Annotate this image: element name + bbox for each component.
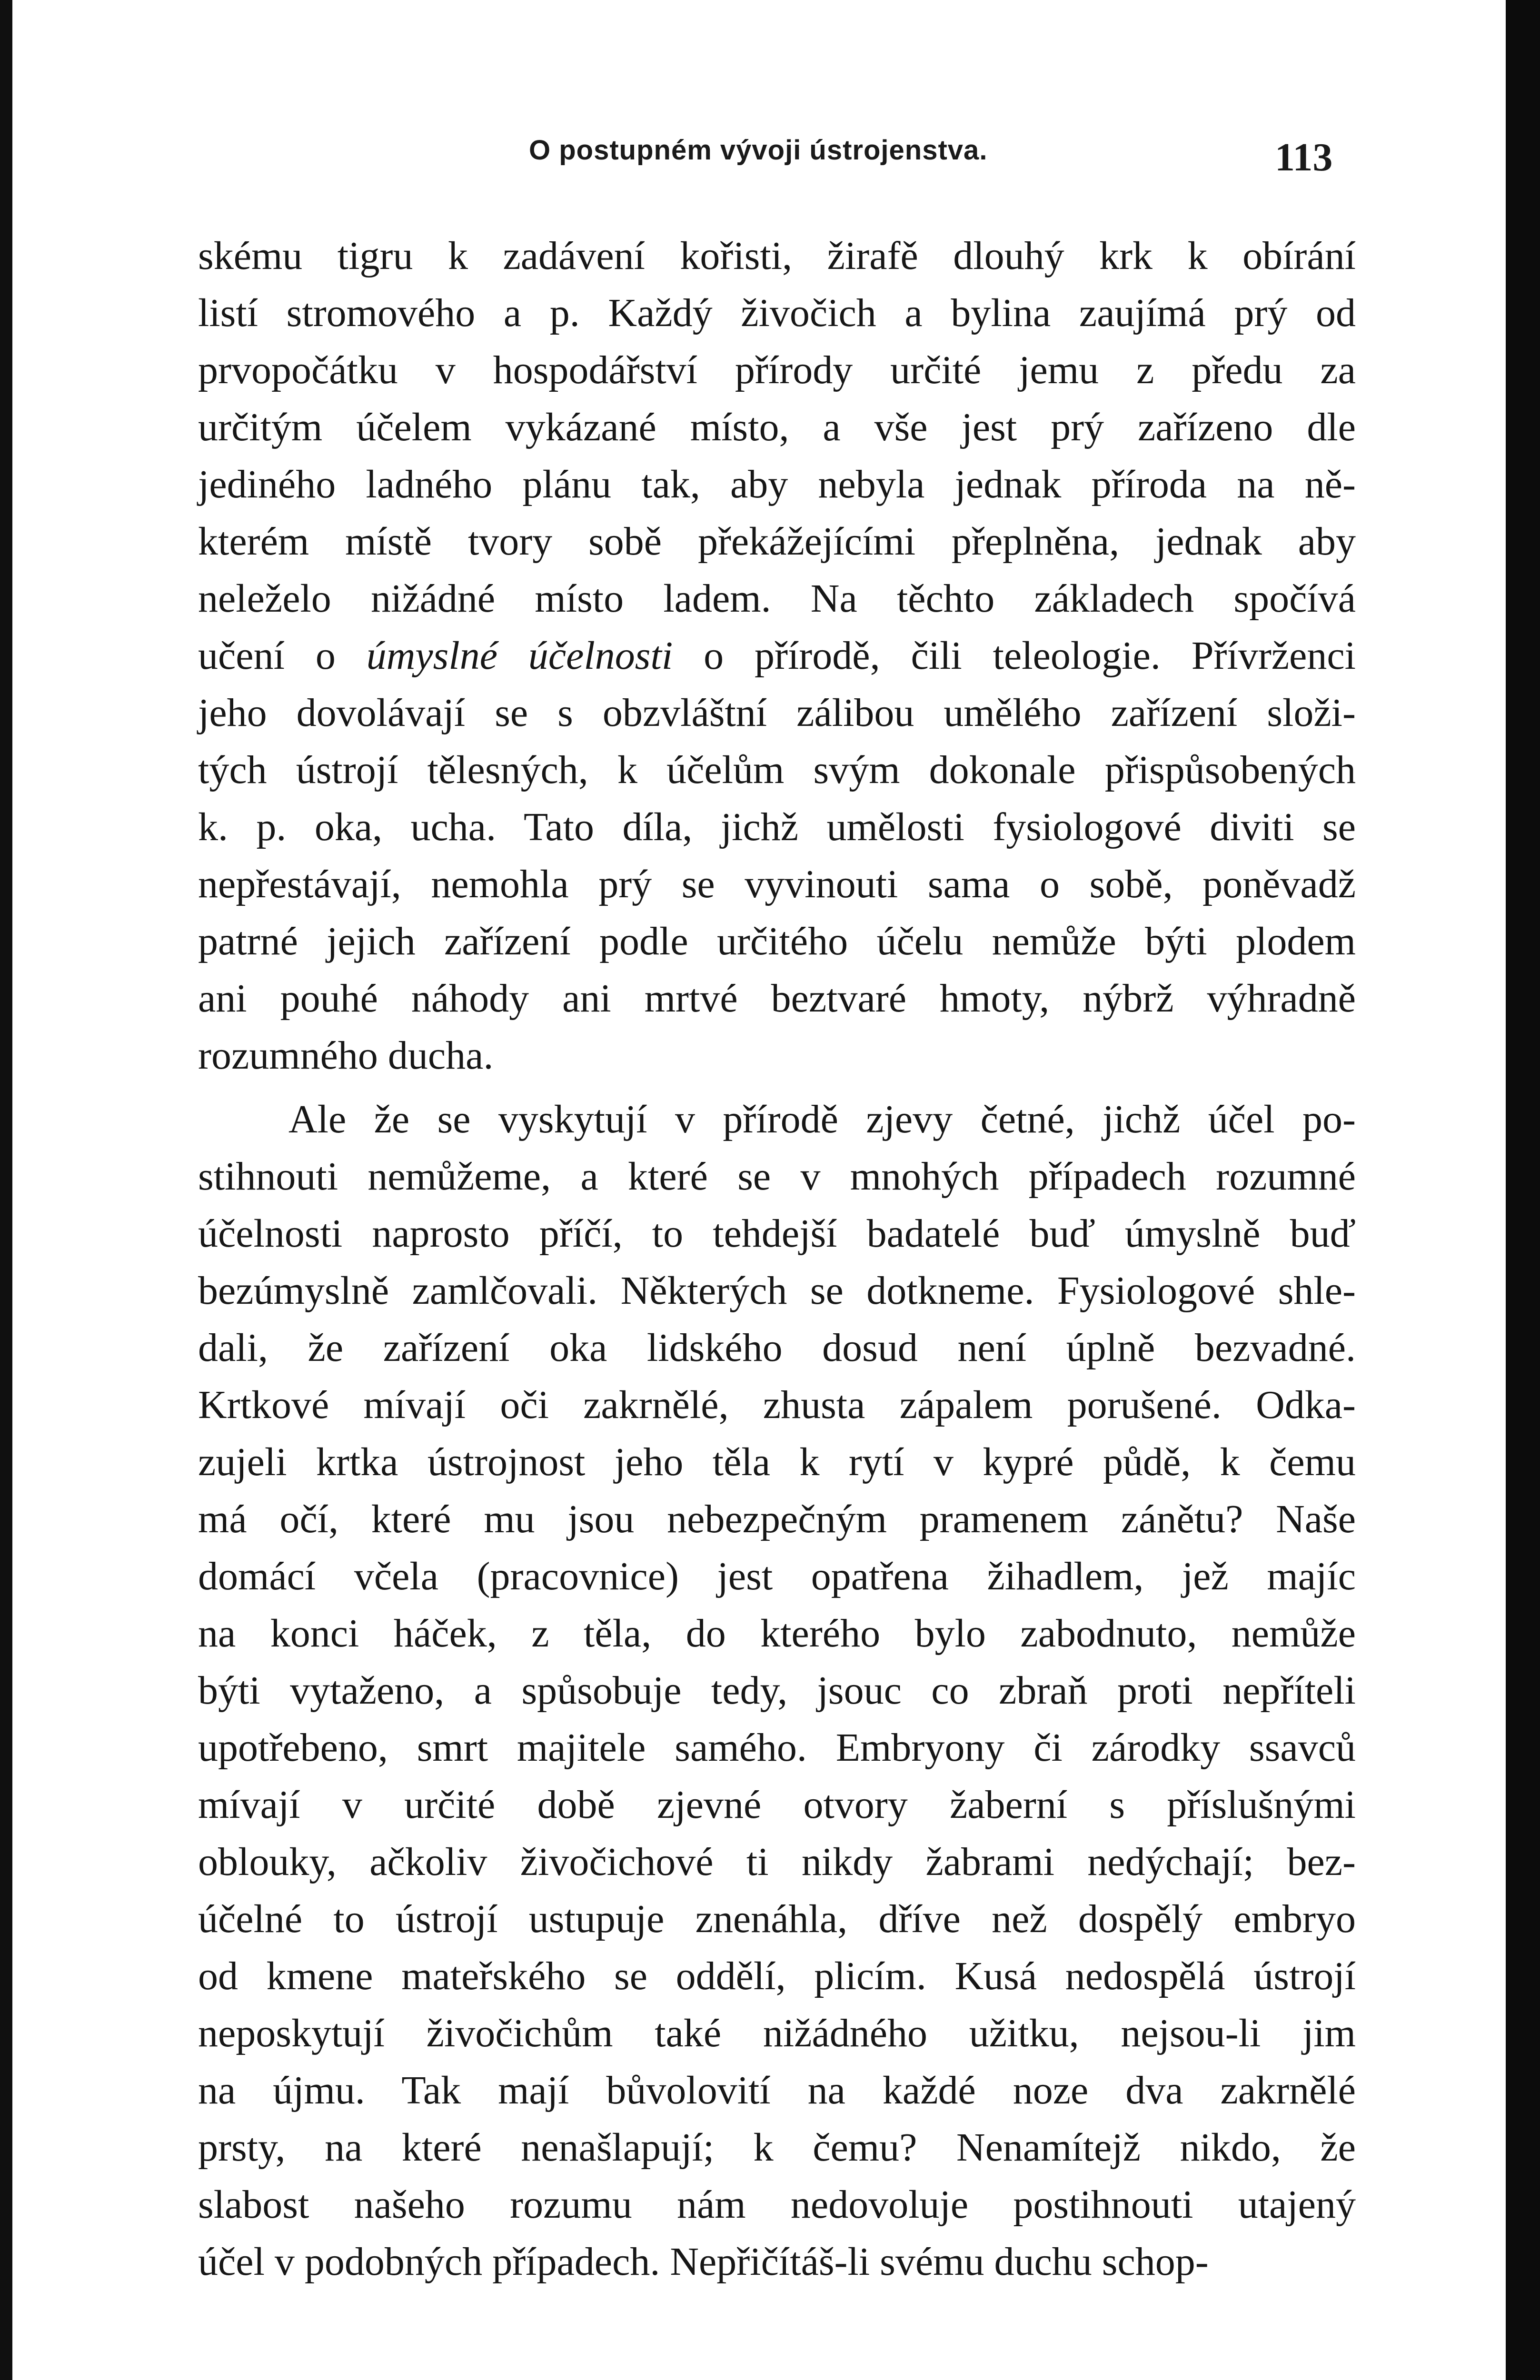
scan-edge-right xyxy=(1506,0,1540,2380)
text-line: dali, že zařízení oka lidského dosud není úplně bezvadné. xyxy=(198,1326,1356,1370)
text-line: neposkytují živočichům také nižádného užitku, nejsou-li jim xyxy=(198,2011,1356,2055)
text-line: určitým účelem vykázané místo, a vše jest prý zařízeno dle xyxy=(198,405,1356,449)
text-line: na újmu. Tak mají bůvolovití na každé noze dva zakrnělé xyxy=(198,2068,1356,2112)
text-line: má očí, které mu jsou nebezpečným pramenem zánětu? Naše xyxy=(198,1497,1356,1541)
text-line: listí stromového a p. Každý živočich a bylina zaujímá prý od xyxy=(198,291,1356,335)
text-run: o přírodě, čili teleologie. Přívrženci xyxy=(673,634,1356,678)
text-line: stihnouti nemůžeme, a které se v mnohých případech rozumné xyxy=(198,1154,1356,1199)
text-line: zujeli krtka ústrojnost jeho těla k rytí v kypré půdě, k čemu xyxy=(198,1440,1356,1484)
text-run: učení o xyxy=(198,634,367,678)
text-line xyxy=(198,627,1356,684)
text-line: prsty, na které nenašlapují; k čemu? Nenamítejž nikdo, že xyxy=(198,2125,1356,2170)
text-line: účelnosti naprosto příčí, to tehdejší badatelé buď úmyslně buď xyxy=(198,1211,1356,1256)
text-line: upotřebeno, smrt majitele samého. Embryony či zárodky ssavců xyxy=(198,1726,1356,1770)
scan-edge-left xyxy=(0,0,12,2380)
text-line: od kmene mateřského se oddělí, plicím. Kusá nedospělá ústrojí xyxy=(198,1954,1356,1998)
text-line: slabost našeho rozumu nám nedovoluje postihnouti utajený xyxy=(198,2182,1356,2227)
running-head-title: O postupném vývoji ústrojenstva. xyxy=(529,135,988,166)
emphasized-term: úmyslné účelnosti xyxy=(366,634,673,678)
text-line: býti vytaženo, a spůsobuje tedy, jsouc co zbraň proti nepříteli xyxy=(198,1668,1356,1713)
text-line: ani pouhé náhody ani mrtvé beztvaré hmoty, nýbrž výhradně xyxy=(198,976,1356,1021)
text-line: jeho dovolávají se s obzvláštní zálibou umělého zařízení složi- xyxy=(198,691,1356,735)
text-line: k. p. oka, ucha. Tato díla, jichž umělosti fysiologové diviti se xyxy=(198,805,1356,849)
text-line: na konci háček, z těla, do kterého bylo zabodnuto, nemůže xyxy=(198,1611,1356,1656)
book-page xyxy=(12,0,1506,2380)
text-line: Krtkové mívají oči zakrnělé, zhusta zápalem porušené. Odka- xyxy=(198,1383,1356,1427)
text-line: bezúmyslně zamlčovali. Některých se dotkneme. Fysiologové shle- xyxy=(198,1269,1356,1313)
text-line: neleželo nižádné místo ladem. Na těchto základech spočívá xyxy=(198,576,1356,621)
text-line: skému tigru k zadávení kořisti, žirafě dlouhý krk k obírání xyxy=(198,234,1356,278)
text-line: domácí včela (pracovnice) jest opatřena žihadlem, jež majíc xyxy=(198,1554,1356,1598)
text-line: nepřestávají, nemohla prý se vyvinouti sama o sobě, poněvadž xyxy=(198,862,1356,906)
text-line: Ale že se vyskytují v přírodě zjevy četné, jichž účel po- xyxy=(288,1097,1356,1141)
text-line: prvopočátku v hospodářství přírody určité jemu z předu za xyxy=(198,348,1356,392)
page-number: 113 xyxy=(1275,135,1333,179)
text-line: jediného ladného plánu tak, aby nebyla jednak příroda na ně- xyxy=(198,462,1356,506)
text-line: účelné to ústrojí ustupuje znenáhla, dříve než dospělý embryo xyxy=(198,1897,1356,1941)
text-line: účel v podobných případech. Nepřičítáš-li svému duchu schop- xyxy=(198,2240,1209,2284)
body-text xyxy=(198,228,1356,2291)
text-line: patrné jejich zařízení podle určitého účelu nemůže býti plodem xyxy=(198,919,1356,963)
text-line: oblouky, ačkoliv živočichové ti nikdy žabrami nedýchají; bez- xyxy=(198,1840,1356,1884)
text-line: mívají v určité době zjevné otvory žaberní s příslušnými xyxy=(198,1783,1356,1827)
text-line: rozumného ducha. xyxy=(198,1033,494,1078)
text-line: tých ústrojí tělesných, k účelům svým dokonale přispůsobených xyxy=(198,748,1356,792)
text-line: kterém místě tvory sobě překážejícími přeplněna, jednak aby xyxy=(198,519,1356,564)
